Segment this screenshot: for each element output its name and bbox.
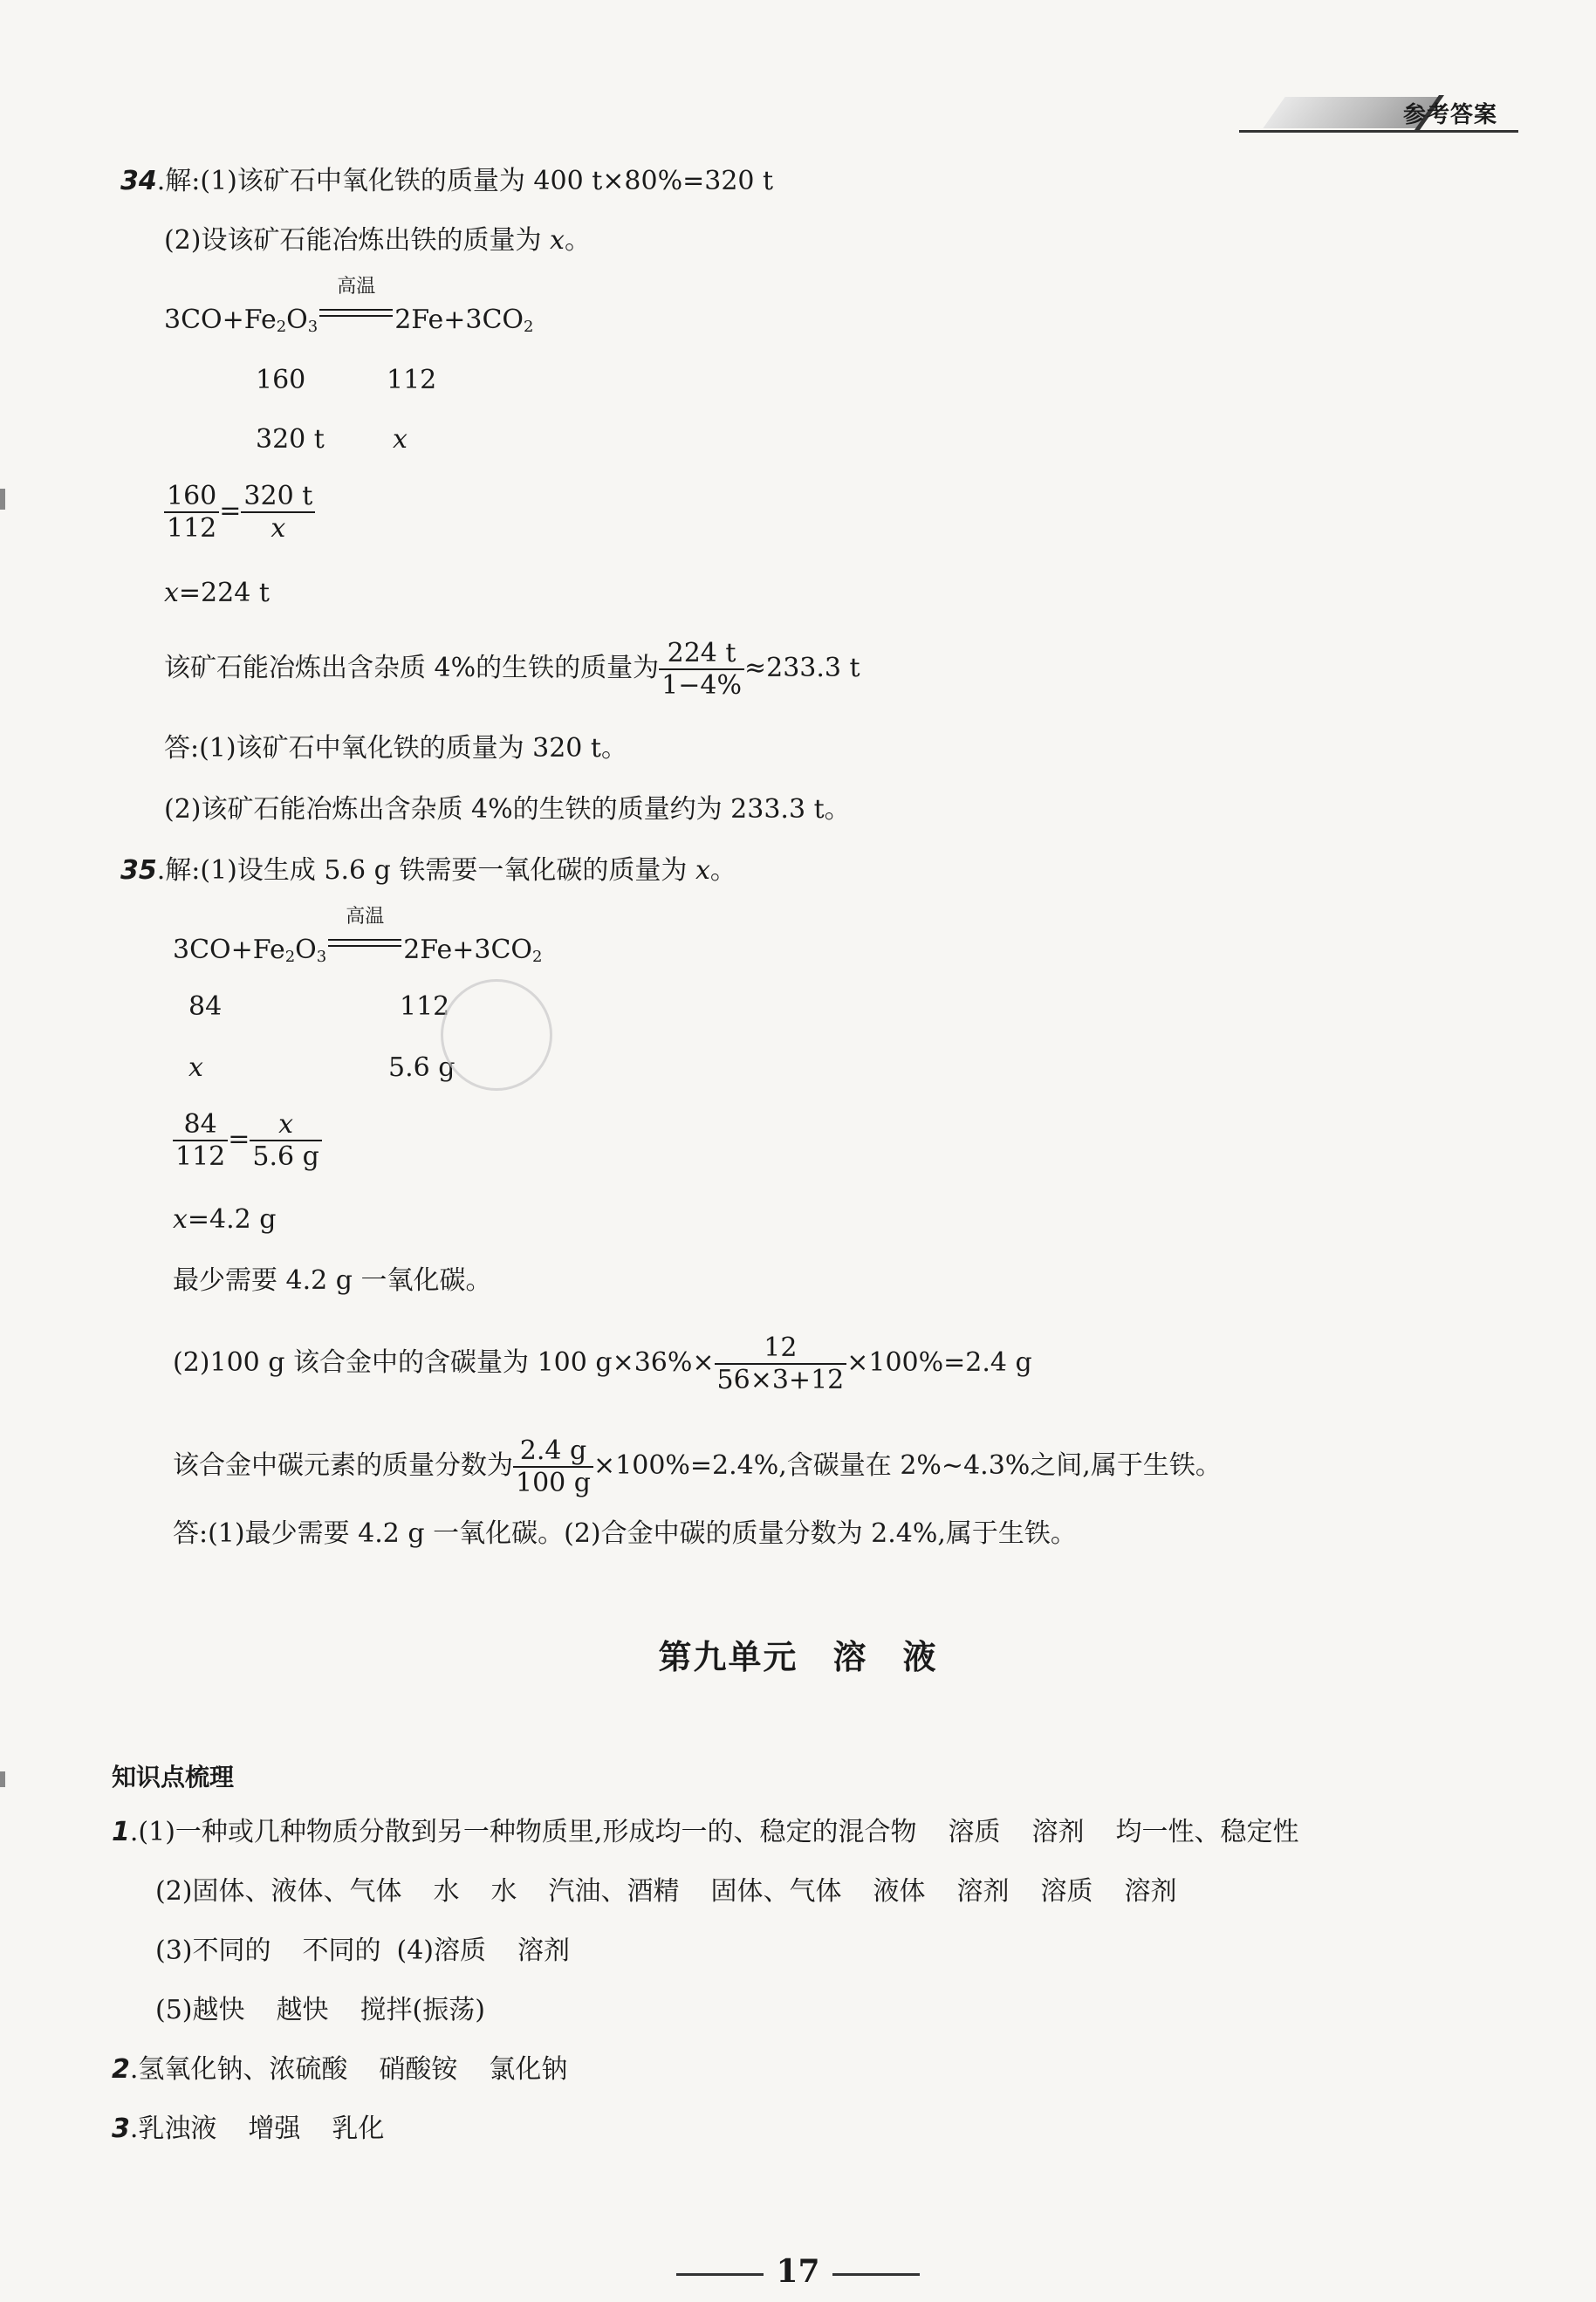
kp-text: .乳浊液: [129, 2114, 217, 2144]
reaction-condition: [328, 906, 401, 958]
reaction-condition: [319, 276, 393, 328]
condition-text: 高温: [337, 276, 376, 298]
q35-mass1-a: 84: [188, 991, 223, 1022]
variable: x: [173, 1204, 188, 1235]
q34-line1: [120, 166, 773, 197]
denominator: 112: [167, 513, 217, 544]
unit-title: 第九单元 溶 液: [658, 1637, 938, 1676]
variable: x: [164, 578, 179, 608]
q34-mass1-a: 160: [256, 365, 306, 395]
eq-reactants: 3CO+Fe: [173, 935, 285, 965]
numerator: 160: [164, 482, 219, 513]
numerator: 320 t: [241, 482, 315, 513]
kp-text: 固体、气体: [710, 1876, 842, 1907]
question-number: 35: [120, 855, 157, 886]
q34-answer2: (2)该矿石能冶炼出含杂质 4%的生铁的质量约为 233.3 t。: [164, 794, 851, 825]
kp-text: 溶剂: [956, 1876, 1010, 1907]
carbon-text: (2)100 g 该合金中的含碳量为 100 g×36%×: [173, 1347, 715, 1378]
q35-mass2-a: x: [188, 1052, 203, 1083]
kp-item-1-5: [155, 1995, 485, 2026]
kp-text: 汽油、酒精: [548, 1876, 680, 1907]
q34-text: .解:(1)该矿石中氧化铁的质量为 400 t×80%=320 t: [156, 166, 774, 196]
kp-text: 氯化钠: [489, 2054, 568, 2085]
numerator: 84: [173, 1110, 228, 1141]
item-number: 1: [112, 1817, 130, 1847]
q34-setup: (2)设该矿石能冶炼出铁的质量为: [164, 225, 551, 256]
kp-text: 水: [490, 1876, 517, 1907]
fraction: [513, 1436, 593, 1497]
denominator: 112: [175, 1141, 226, 1172]
page-header: [1239, 92, 1518, 134]
kp-text: 溶剂: [1031, 1817, 1085, 1847]
fraction: [659, 639, 744, 700]
q35-carbon: [173, 1333, 1032, 1394]
eq-reactants: 3CO+Fe: [164, 305, 277, 335]
result-value: =4.2 g: [187, 1204, 277, 1235]
item-number: 2: [112, 2054, 130, 2085]
numerator: 2.4 g: [513, 1436, 593, 1468]
fraction: [164, 482, 219, 543]
kp-item-2: [112, 2054, 567, 2086]
kp-text: 溶剂: [1124, 1876, 1177, 1907]
subscript: 2: [524, 318, 534, 336]
kp-text: (5)越快: [155, 1995, 245, 2025]
q35-least: 最少需要 4.2 g 一氧化碳。: [173, 1265, 492, 1296]
pig-text: 该矿石能冶炼出含杂质 4%的生铁的质量为: [164, 653, 660, 683]
q34-mass1-b: 112: [387, 365, 437, 395]
q35-answer: 答:(1)最少需要 4.2 g 一氧化碳。(2)合金中碳的质量分数为 2.4%,属于生铁。: [173, 1518, 1077, 1549]
kp-item-1-2: [155, 1876, 1177, 1908]
kp-text: 溶质: [1040, 1876, 1093, 1907]
footer-decoration: [676, 2273, 764, 2276]
numerator: 12: [715, 1333, 847, 1365]
equals: =: [228, 1124, 250, 1154]
page-footer: [0, 2253, 1596, 2290]
numerator: 224 t: [659, 639, 744, 670]
kp-item-1: [112, 1817, 1298, 1848]
variable: x: [550, 225, 565, 256]
denominator: 56×3+12: [716, 1365, 845, 1395]
kp-text: .(1)一种或几种物质分散到另一种物质里,形成均一的、稳定的混合物: [129, 1817, 917, 1847]
subscript: 2: [276, 318, 287, 336]
kp-item-1-3: [155, 1935, 570, 1967]
fraction: [250, 1110, 321, 1171]
q34-pig-iron: [164, 639, 860, 700]
subscript: 3: [316, 948, 327, 966]
page-number: 17: [776, 2253, 820, 2290]
fraction-result: ×100%=2.4%,含碳量在 2%~4.3%之间,属于生铁。: [593, 1450, 1222, 1481]
kp-text: 搅拌(振荡): [360, 1995, 485, 2025]
variable: x: [695, 855, 710, 886]
section-heading: 知识点梳理: [112, 1763, 235, 1792]
denominator: 5.6 g: [252, 1141, 319, 1172]
q35-mass1-b: 112: [400, 991, 450, 1022]
eq-oxygen: O: [295, 935, 317, 965]
q35-result: [173, 1204, 277, 1236]
kp-text: (3)不同的: [155, 1935, 271, 1966]
subscript: 2: [284, 948, 296, 966]
q35-ratio: [173, 1110, 322, 1171]
watermark-stamp: [441, 979, 552, 1091]
kp-text: 水: [433, 1876, 460, 1907]
numerator: x: [250, 1110, 321, 1141]
result-value: =224 t: [178, 578, 270, 608]
q34-line2: [164, 225, 591, 257]
q34-mass2-a: 320 t: [256, 424, 325, 455]
q34-answer1: 答:(1)该矿石中氧化铁的质量为 320 t。: [164, 733, 627, 764]
kp-text: 液体: [873, 1876, 926, 1907]
denominator: x: [271, 513, 286, 544]
pig-result: ≈233.3 t: [743, 653, 860, 683]
eq-products: 2Fe+3CO: [394, 305, 524, 335]
kp-item-3: [112, 2114, 384, 2145]
denominator: 1−4%: [661, 670, 742, 701]
condition-text: 高温: [346, 906, 385, 928]
kp-text: 乳化: [332, 2114, 385, 2144]
kp-text: (2)固体、液体、气体: [155, 1876, 402, 1907]
item-number: 3: [112, 2114, 130, 2144]
margin-mark: [0, 489, 5, 510]
eq-products: 2Fe+3CO: [403, 935, 533, 965]
q35-equation: [173, 906, 543, 967]
kp-text: (4)溶质: [396, 1935, 486, 1966]
fraction: [715, 1333, 847, 1394]
header-rule: [1239, 130, 1518, 133]
q34-ratio: [164, 482, 315, 543]
kp-text: 增强: [248, 2114, 301, 2144]
q35-text: .解:(1)设生成 5.6 g 铁需要一氧化碳的质量为: [156, 855, 695, 886]
carbon-result: ×100%=2.4 g: [846, 1347, 1032, 1378]
fraction: [173, 1110, 228, 1171]
q34-mass2-b: x: [393, 424, 408, 455]
kp-text: 不同的: [302, 1935, 381, 1966]
equals: =: [219, 496, 242, 526]
denominator: 100 g: [516, 1468, 592, 1498]
q34-equation: [164, 276, 534, 337]
fraction: [241, 482, 315, 543]
question-number: 34: [120, 166, 157, 196]
q35-fraction: [173, 1436, 1222, 1497]
q34-result: [164, 578, 270, 609]
eq-oxygen: O: [286, 305, 308, 335]
kp-text: 溶剂: [517, 1935, 570, 1966]
kp-text: 越快: [276, 1995, 329, 2025]
kp-text: 硝酸铵: [379, 2054, 458, 2085]
subscript: 3: [307, 318, 319, 336]
punct: 。: [709, 855, 736, 886]
kp-text: 溶质: [948, 1817, 1001, 1847]
margin-mark: [0, 1771, 5, 1787]
q35-mass2-b: 5.6 g: [388, 1052, 456, 1083]
kp-text: 均一性、稳定性: [1115, 1817, 1299, 1847]
header-label: 参考答案: [1403, 102, 1498, 128]
punct: 。: [564, 225, 591, 256]
footer-decoration: [832, 2273, 920, 2276]
fraction-text: 该合金中碳元素的质量分数为: [173, 1450, 513, 1481]
q35-line1: [120, 855, 736, 887]
kp-text: .氢氧化钠、浓硫酸: [129, 2054, 348, 2085]
subscript: 2: [532, 948, 543, 966]
